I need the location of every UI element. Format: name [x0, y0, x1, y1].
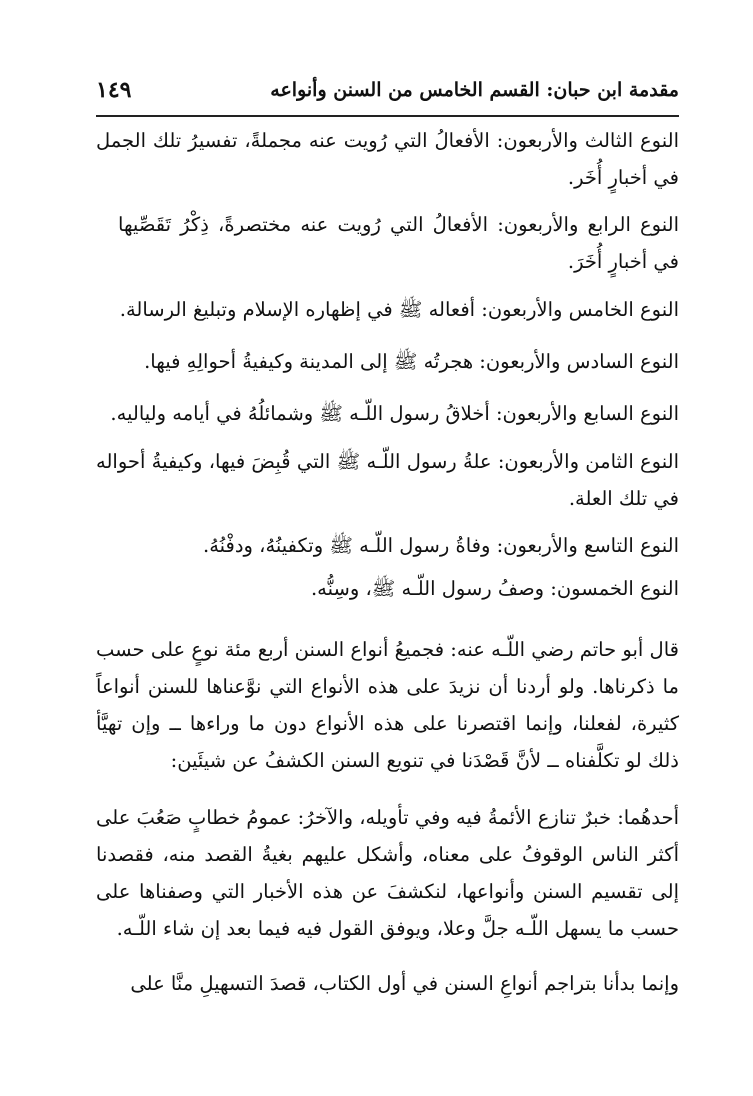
page-header: [96, 70, 679, 110]
running-title: مقدمة ابن حبان: القسم الخامس من السنن وأنواعه: [270, 79, 679, 101]
header-rule: [96, 115, 679, 117]
paragraph-type-48: النوع الثامن والأربعون: علةُ رسول اللّـه ﷺ التي قُبِضَ فيها، وكيفيةُ أحواله في تلك العلة.: [96, 450, 679, 510]
paragraph-first-of-two: أحدهُما: خبرٌ تنازع الأئمةُ فيه وفي تأويله، والآخرُ: عمومُ خطابٍ صَعُبَ على أكثر الناس الوقوفُ على معناه، وأشكل عليهم بغيةُ القصد منه، فقصدنا إلى تقسيم السنن وأنواعها، لنكشفَ عن هذه الأخبار التي وصفناها على حسب ما يسهل اللّـه جلَّ وعلا، ويوفق القول فيه فيما بعد إن شاء اللّـه.: [96, 806, 679, 940]
paragraph-type-49: النوع التاسع والأربعون: وفاةُ رسول اللّـه ﷺ وتكفينُهُ، ودفْنُهُ.: [203, 534, 679, 557]
paragraph-type-45: النوع الخامس والأربعون: أفعاله ﷺ في إظهاره الإسلام وتبليغ الرسالة.: [119, 298, 679, 321]
paragraph-abu-hatim: قال أبو حاتم رضي اللّـه عنه: فجميعُ أنواع السنن أربع مئة نوعٍ على حسب ما ذكرناها. ولو أردنا أن نزيدَ على هذه الأنواع التي نوَّعناها للسنن أنواعاً كثيرة، لفعلنا، وإنما اقتصرنا على هذه الأنواع دون ما وراءها ــ وإن تهيَّأ ذلك لو تكلَّفناه ــ لأنَّ قَصْدَنا في تنويع السنن الكشفُ عن شيئَين:: [96, 638, 679, 772]
paragraph-type-47: النوع السابع والأربعون: أخلاقُ رسول اللّـه ﷺ وشمائلُهُ في أيامه ولياليه.: [110, 402, 679, 425]
page-number: ١٤٩: [96, 77, 132, 103]
paragraph-type-44: النوع الرابع والأربعون: الأفعالُ التي رُويت عنه مختصرةً، ذِكْرُ تَقَصِّيها في أخبارٍ أُخَرَ.: [118, 213, 679, 273]
paragraph-type-50: النوع الخمسون: وصفُ رسول اللّـه ﷺ، وسِنُّه.: [310, 577, 679, 600]
paragraph-continuation: وإنما بدأنا بتراجم أنواعِ السنن في أول الكتاب، قصدَ التسهيلِ منَّا على: [130, 972, 679, 995]
paragraph-type-46: النوع السادس والأربعون: هجرتُه ﷺ إلى المدينة وكيفيةُ أحوالِهِ فيها.: [144, 350, 679, 373]
paragraph-type-43: النوع الثالث والأربعون: الأفعالُ التي رُويت عنه مجملةً، تفسيرُ تلك الجمل في أخبارٍ أُخَر.: [96, 129, 679, 189]
page-body: [96, 122, 679, 1002]
